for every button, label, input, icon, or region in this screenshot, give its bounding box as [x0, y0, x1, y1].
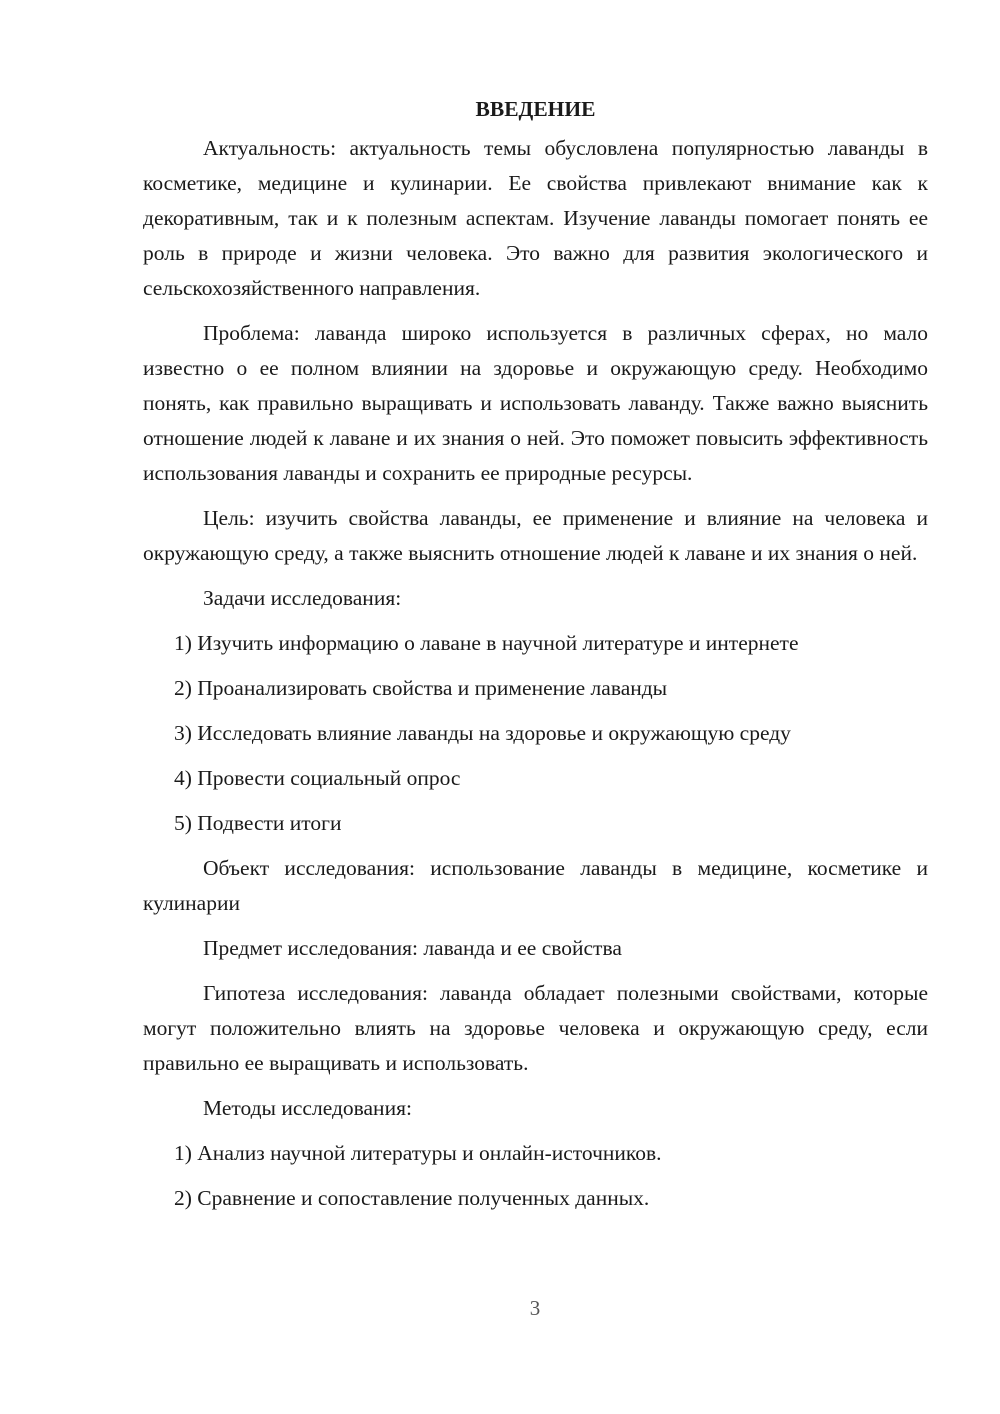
section-title: ВВЕДЕНИЕ [475, 97, 596, 121]
goal-paragraph: Цель: изучить свойства лаванды, ее применение и влияние на человека и окружающую среду, а также выяснить отношение людей к лаване и их знания о ней. [143, 506, 928, 565]
method-item: 1) Анализ научной литературы и онлайн-источников. [174, 1141, 662, 1165]
methods-list [143, 1136, 928, 1216]
method-item: 2) Сравнение и сопоставление полученных данных. [174, 1186, 650, 1210]
hypothesis-paragraph: Гипотеза исследования: лаванда обладает полезными свойствами, которые могут положительно влиять на здоровье человека и окружающую среду, если правильно ее выращивать и использовать. [143, 981, 928, 1075]
object-paragraph: Объект исследования: использование лаванды в медицине, косметике и кулинарии [143, 856, 928, 915]
subject-paragraph: Предмет исследования: лаванда и ее свойства [203, 936, 622, 960]
task-item: 4) Провести социальный опрос [174, 766, 461, 790]
task-item: 2) Проанализировать свойства и применение лаванды [174, 676, 668, 700]
problem-paragraph: Проблема: лаванда широко используется в различных сферах, но мало известно о ее полном влиянии на здоровье и окружающую среду. Необходимо понять, как правильно выращивать и использовать лаванду. Также важно выяснить отношение людей к лаване и их знания о ней. Это поможет повысить эффективность использования лаванды и сохранить ее природные ресурсы. [143, 321, 928, 485]
page-number: 3 [529, 1296, 541, 1320]
task-item: 5) Подвести итоги [174, 811, 342, 835]
document-page [143, 92, 928, 1226]
relevance-paragraph: Актуальность: актуальность темы обусловлена популярностью лаванды в косметике, медицине и кулинарии. Ее свойства привлекают внимание как к декоративным, так и к полезным аспектам. Изучение лаванды помогает понять ее роль в природе и жизни человека. Это важно для развития экологического и сельскохозяйственного направления. [143, 136, 928, 300]
methods-heading: Методы исследования: [203, 1096, 412, 1120]
tasks-heading: Задачи исследования: [203, 586, 402, 610]
task-item: 3) Исследовать влияние лаванды на здоровье и окружающую среду [174, 721, 791, 745]
task-item: 1) Изучить информацию о лаване в научной литературе и интернете [174, 631, 799, 655]
tasks-list [143, 626, 928, 841]
